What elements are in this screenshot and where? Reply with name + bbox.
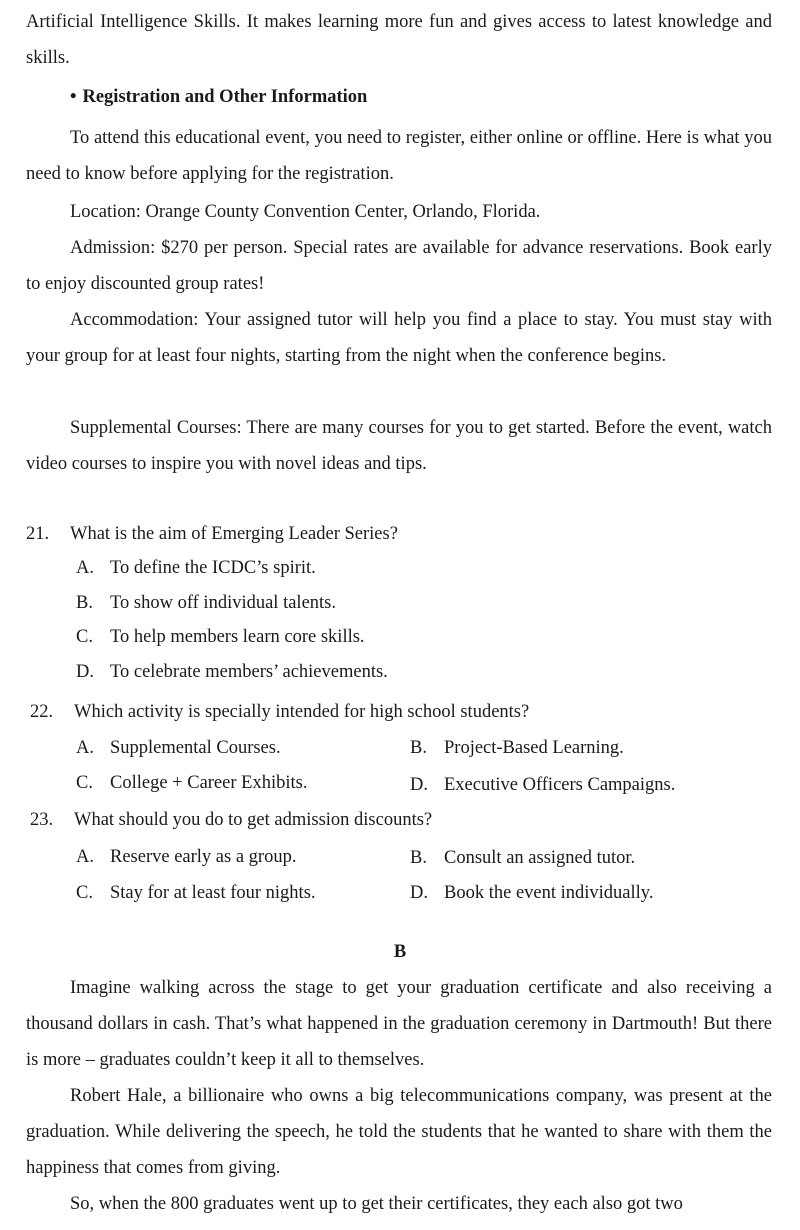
accommodation-text: Accommodation: Your assigned tutor will help you find a place to stay. You must stay with your group for at least four nights, starting from the night when the conference begins. [26,310,772,366]
question-22 [30,700,529,724]
option-text: College + Career Exhibits. [110,773,308,793]
option-22-d [410,773,675,797]
option-text: Consult an assigned tutor. [444,848,636,868]
section-b-title: B [393,942,407,962]
question-text: Which activity is specially intended for high school students? [74,702,530,722]
option-text: Supplemental Courses. [110,738,281,758]
question-number: 23. [30,810,54,830]
option-letter: C. [76,773,93,793]
option-23-b [410,846,635,870]
option-letter: D. [76,662,94,682]
intro-continuation: Artificial Intelligence Skills. It makes learning more fun and gives access to latest knowledge and skills. [26,12,772,68]
option-text: Reserve early as a group. [110,847,297,867]
option-text: Executive Officers Campaigns. [444,775,676,795]
option-text: To define the ICDC’s spirit. [110,558,316,578]
option-letter: B. [76,593,93,613]
option-23-a [76,845,296,869]
option-text: Stay for at least four nights. [110,883,316,903]
question-text: What should you do to get admission discounts? [74,810,433,830]
location-text: Location: Orange County Convention Center, Orlando, Florida. [70,202,541,222]
option-text: To help members learn core skills. [110,627,365,647]
passage-b-paragraph-1: Imagine walking across the stage to get your graduation certificate and also receiving a thousand dollars in cash. That’s what happened in the graduation ceremony in Dartmouth! But there is more – graduates couldn’t keep it all to themselves. [26,978,772,1070]
option-letter: A. [76,558,94,578]
option-letter: B. [410,738,427,758]
option-letter: B. [410,848,427,868]
option-22-b [410,736,624,760]
option-letter: A. [76,738,94,758]
option-letter: A. [76,847,94,867]
question-23 [30,808,432,832]
registration-heading [70,84,367,110]
option-text: Project-Based Learning. [444,738,624,758]
question-number: 22. [30,702,54,722]
passage-b-paragraph-2: Robert Hale, a billionaire who owns a big telecommunications company, was present at the graduation. While delivering the speech, he told the students that he wanted to share with them the happiness that comes from giving. [26,1086,772,1178]
question-number: 21. [26,524,50,544]
option-letter: D. [410,883,428,903]
option-text: To celebrate members’ achievements. [110,662,388,682]
question-21 [26,522,398,546]
option-22-c [76,771,307,795]
option-21-a [76,556,316,580]
option-letter: C. [76,883,93,903]
option-21-c [76,625,365,649]
registration-heading-text: Registration and Other Information [82,87,368,107]
option-21-d [76,660,388,684]
option-22-a [76,736,281,760]
bullet-icon: • [70,87,77,107]
option-text: To show off individual talents. [110,593,336,613]
supplemental-text: Supplemental Courses: There are many courses for you to get started. Before the event, watch video courses to inspire you with novel ideas and tips. [26,418,772,474]
question-text: What is the aim of Emerging Leader Series? [70,524,398,544]
option-text: Book the event individually. [444,883,654,903]
registration-intro: To attend this educational event, you need to register, either online or offline. Here is what you need to know before applying for the registration. [26,128,772,184]
option-letter: D. [410,775,428,795]
admission-text: Admission: $270 per person. Special rates are available for advance reservations. Book early to enjoy discounted group rates! [26,238,772,294]
option-letter: C. [76,627,93,647]
passage-b-paragraph-3: So, when the 800 graduates went up to get their certificates, they each also got two [70,1194,683,1214]
option-23-c [76,881,316,905]
option-21-b [76,591,336,615]
option-23-d [410,881,653,905]
